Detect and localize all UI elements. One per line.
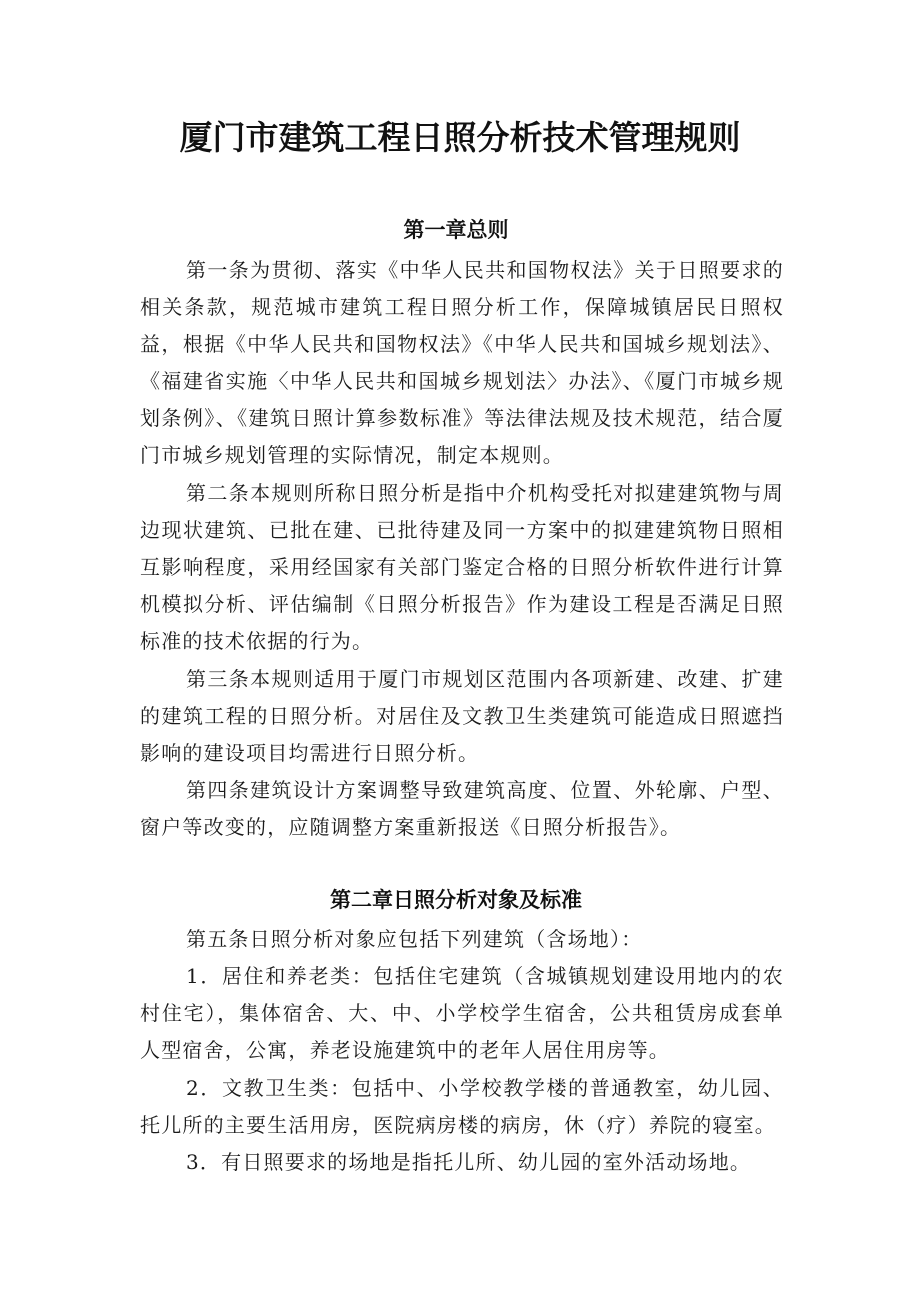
article-4: 第四条建筑设计方案调整导致建筑高度、位置、外轮廓、户型、窗户等改变的，应随调整方案重新报送《日照分析报告》。 [140,778,784,839]
article-5: 第五条日照分析对象应包括下列建筑（含场地）： [186,927,643,951]
chapter-1-heading: 第一章总则 [403,218,509,242]
article-3: 第三条本规则适用于厦门市规划区范围内各项新建、改建、扩建的建筑工程的日照分析。对居住及文教卫生类建筑可能造成日照遮挡影响的建设项目均需进行日照分析。 [140,667,784,765]
list-item-2: 2．文教卫生类：包括中、小学校教学楼的普通教室，幼儿园、托儿所的主要生活用房，医院病房楼的病房，休（疗）养院的寝室。 [140,1076,784,1137]
list-item-1: 1．居住和养老类：包括住宅建筑（含城镇规划建设用地内的农村住宅），集体宿舍、大、中、小学校学生宿舍，公共租赁房成套单人型宿舍，公寓，养老设施建筑中的老年人居住用房等。 [140,964,784,1062]
list-item-3: 3．有日照要求的场地是指托儿所、幼儿园的室外活动场地。 [186,1150,752,1174]
chapter-2-heading: 第二章日照分析对象及标准 [330,888,582,912]
article-2: 第二条本规则所称日照分析是指中介机构受托对拟建建筑物与周边现状建筑、已批在建、已批待建及同一方案中的拟建建筑物日照相互影响程度，采用经国家有关部门鉴定合格的日照分析软件进行计算机模拟分析、评估编制《日照分析报告》作为建设工程是否满足日照标准的技术依据的行为。 [140,481,784,653]
article-1: 第一条为贯彻、落实《中华人民共和国物权法》关于日照要求的相关条款，规范城市建筑工程日照分析工作，保障城镇居民日照权益，根据《中华人民共和国物权法》《中华人民共和国城乡规划法》、《福建省实施〈中华人民共和国城乡规划法〉办法》、《厦门市城乡规划条例》、《建筑日照计算参数标准》等法律法规及技术规范，结合厦门市城乡规划管理的实际情况，制定本规则。 [140,258,784,467]
document-title: 厦门市建筑工程日照分析技术管理规则 [179,118,741,157]
